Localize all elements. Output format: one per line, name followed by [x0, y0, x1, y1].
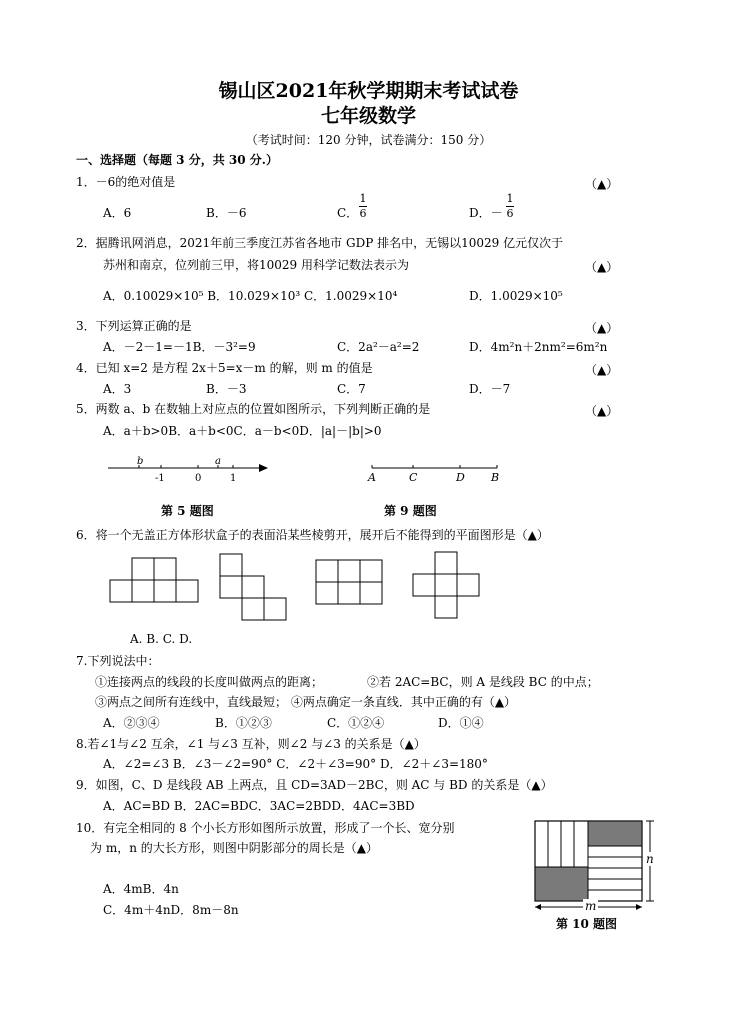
- fig5-label-a: a: [215, 456, 221, 467]
- q1-answer-mark: （▲）: [585, 177, 619, 191]
- q1-fraction-c: [359, 193, 367, 220]
- q4-option-d: D．－7: [469, 382, 511, 396]
- q7-statement-1: ①连接两点的线段的长度叫做两点的距离；: [95, 675, 324, 689]
- q10-line1: 10．有完全相同的 8 个小长方形如图所示放置，形成了一个长、宽分别: [76, 821, 455, 835]
- q3-answer-mark: （▲）: [585, 321, 619, 335]
- net-d: [413, 552, 479, 618]
- fig5-tick-neg1: -1: [155, 473, 165, 484]
- q4-stem: 4．已知 x=2 是方程 2x＋5=x－m 的解，则 m 的值是: [76, 361, 373, 375]
- q7-stem: 7.下列说法中：: [76, 654, 160, 668]
- fig5-label-b: b: [137, 456, 144, 467]
- q7-option-d: D．①④: [438, 716, 484, 730]
- q9-options: A．AC=BD B．2AC=BDC．3AC=2BDD．4AC=3BD: [103, 799, 415, 813]
- q1-option-d: D．－: [469, 206, 503, 220]
- q6-nets: [0, 550, 737, 630]
- fig9-label-c: C: [409, 471, 418, 484]
- q2-options-abc: A．0.10029×10⁵ B．10.029×10³ C．1.0029×10⁴: [103, 289, 398, 303]
- q2-line2: 苏州和南京，位列前三甲，将10029 用科学记数法表示为: [103, 258, 409, 272]
- q4-option-c: C．7: [337, 382, 366, 396]
- fig9-label-a: A: [368, 471, 376, 484]
- fig9-label-b: B: [491, 471, 500, 484]
- q1-stem: 1．－6的绝对值是: [76, 175, 176, 189]
- fraction-denominator: 6: [506, 207, 514, 220]
- q3-option-c: C．2a²－a²=2: [337, 340, 420, 354]
- q4-answer-mark: （▲）: [585, 363, 619, 377]
- q4-option-b: B．－3: [206, 382, 247, 396]
- q1-option-b: B．－6: [206, 206, 247, 220]
- q7-option-c: C．①②④: [327, 716, 385, 730]
- q2-option-d: D．1.0029×10⁵: [469, 289, 563, 303]
- q7-statement-2: ②若 2AC=BC，则 A 是线段 BC 的中点；: [367, 675, 599, 689]
- q3-stem: 3．下列运算正确的是: [76, 319, 192, 333]
- q7-option-b: B．①②③: [215, 716, 272, 730]
- subject-title: 七年级数学: [320, 105, 416, 127]
- exam-title: 锡山区2021年秋学期期末考试试卷: [218, 80, 519, 102]
- fig10-label-m: m: [585, 899, 597, 913]
- q6-options: A. B. C. D.: [130, 632, 193, 646]
- fraction-numerator: 1: [359, 192, 367, 205]
- q2-answer-mark: （▲）: [585, 260, 619, 274]
- q5-stem: 5．两数 a、b 在数轴上对应点的位置如图所示，下列判断正确的是: [76, 402, 431, 416]
- fig5-tick-1: 1: [230, 473, 237, 484]
- q10-options-ab: A．4mB．4n: [103, 882, 179, 896]
- section-heading: 一、选择题（每题 3 分，共 30 分.）: [76, 153, 278, 167]
- fraction-numerator: 1: [506, 192, 514, 205]
- q2-line1: 2．据腾讯网消息，2021年前三季度江苏省各地市 GDP 排名中，无锡以10029 亿元仅次于: [76, 236, 564, 250]
- fig10-rectangle-figure: [0, 815, 737, 915]
- fig10-label-n: n: [646, 852, 654, 866]
- q7-statement-3-4: ③两点之间所有连线中，直线最短； ④两点确定一条直线．其中正确的有（▲）: [95, 695, 517, 709]
- fig10-caption: 第 10 题图: [556, 917, 618, 931]
- net-b: [220, 554, 286, 620]
- q8-options: A．∠2=∠3 B．∠3－∠2=90° C．∠2＋∠3=90° D．∠2＋∠3=180°: [103, 757, 488, 771]
- exam-info: （考试时间：120 分钟，试卷满分：150 分）: [245, 133, 492, 147]
- q6-stem: 6．将一个无盖正方体形状盒子的表面沿某些棱剪开，展开后不能得到的平面图形是（▲）: [76, 528, 549, 542]
- q3-options-ab: A．－2－1=－1B．－3²=9: [103, 340, 256, 354]
- net-c: [316, 560, 382, 604]
- q9-stem: 9．如图，C、D 是线段 AB 上两点，且 CD=3AD－2BC，则 AC 与 BD 的关系是（▲）: [76, 778, 553, 792]
- q4-option-a: A．3: [103, 382, 132, 396]
- q5-answer-mark: （▲）: [585, 404, 619, 418]
- q3-option-d: D．4m²n＋2nm²=6m²n: [469, 340, 608, 354]
- q7-option-a: A．②③④: [103, 716, 160, 730]
- q10-options-cd: C．4m＋4nD．8m－8n: [103, 903, 239, 917]
- q10-line2: 为 m，n 的大长方形，则图中阴影部分的周长是（▲）: [90, 841, 378, 855]
- q8-stem: 8.若∠1与∠2 互余，∠1 与∠3 互补，则∠2 与∠3 的关系是（▲）: [76, 737, 426, 751]
- q1-option-c: C．: [337, 206, 359, 220]
- q1-option-a: A．6: [103, 206, 132, 220]
- fraction-denominator: 6: [359, 207, 367, 220]
- fig5-caption: 第 5 题图: [161, 504, 214, 518]
- fig9-caption: 第 9 题图: [384, 504, 437, 518]
- net-a: [110, 558, 198, 602]
- q5-options: A．a＋b>0B．a＋b<0C．a－b<0D．|a|－|b|>0: [103, 424, 382, 438]
- fig5-tick-0: 0: [195, 473, 202, 484]
- q1-fraction-d: [506, 193, 514, 220]
- fig9-label-d: D: [456, 471, 465, 484]
